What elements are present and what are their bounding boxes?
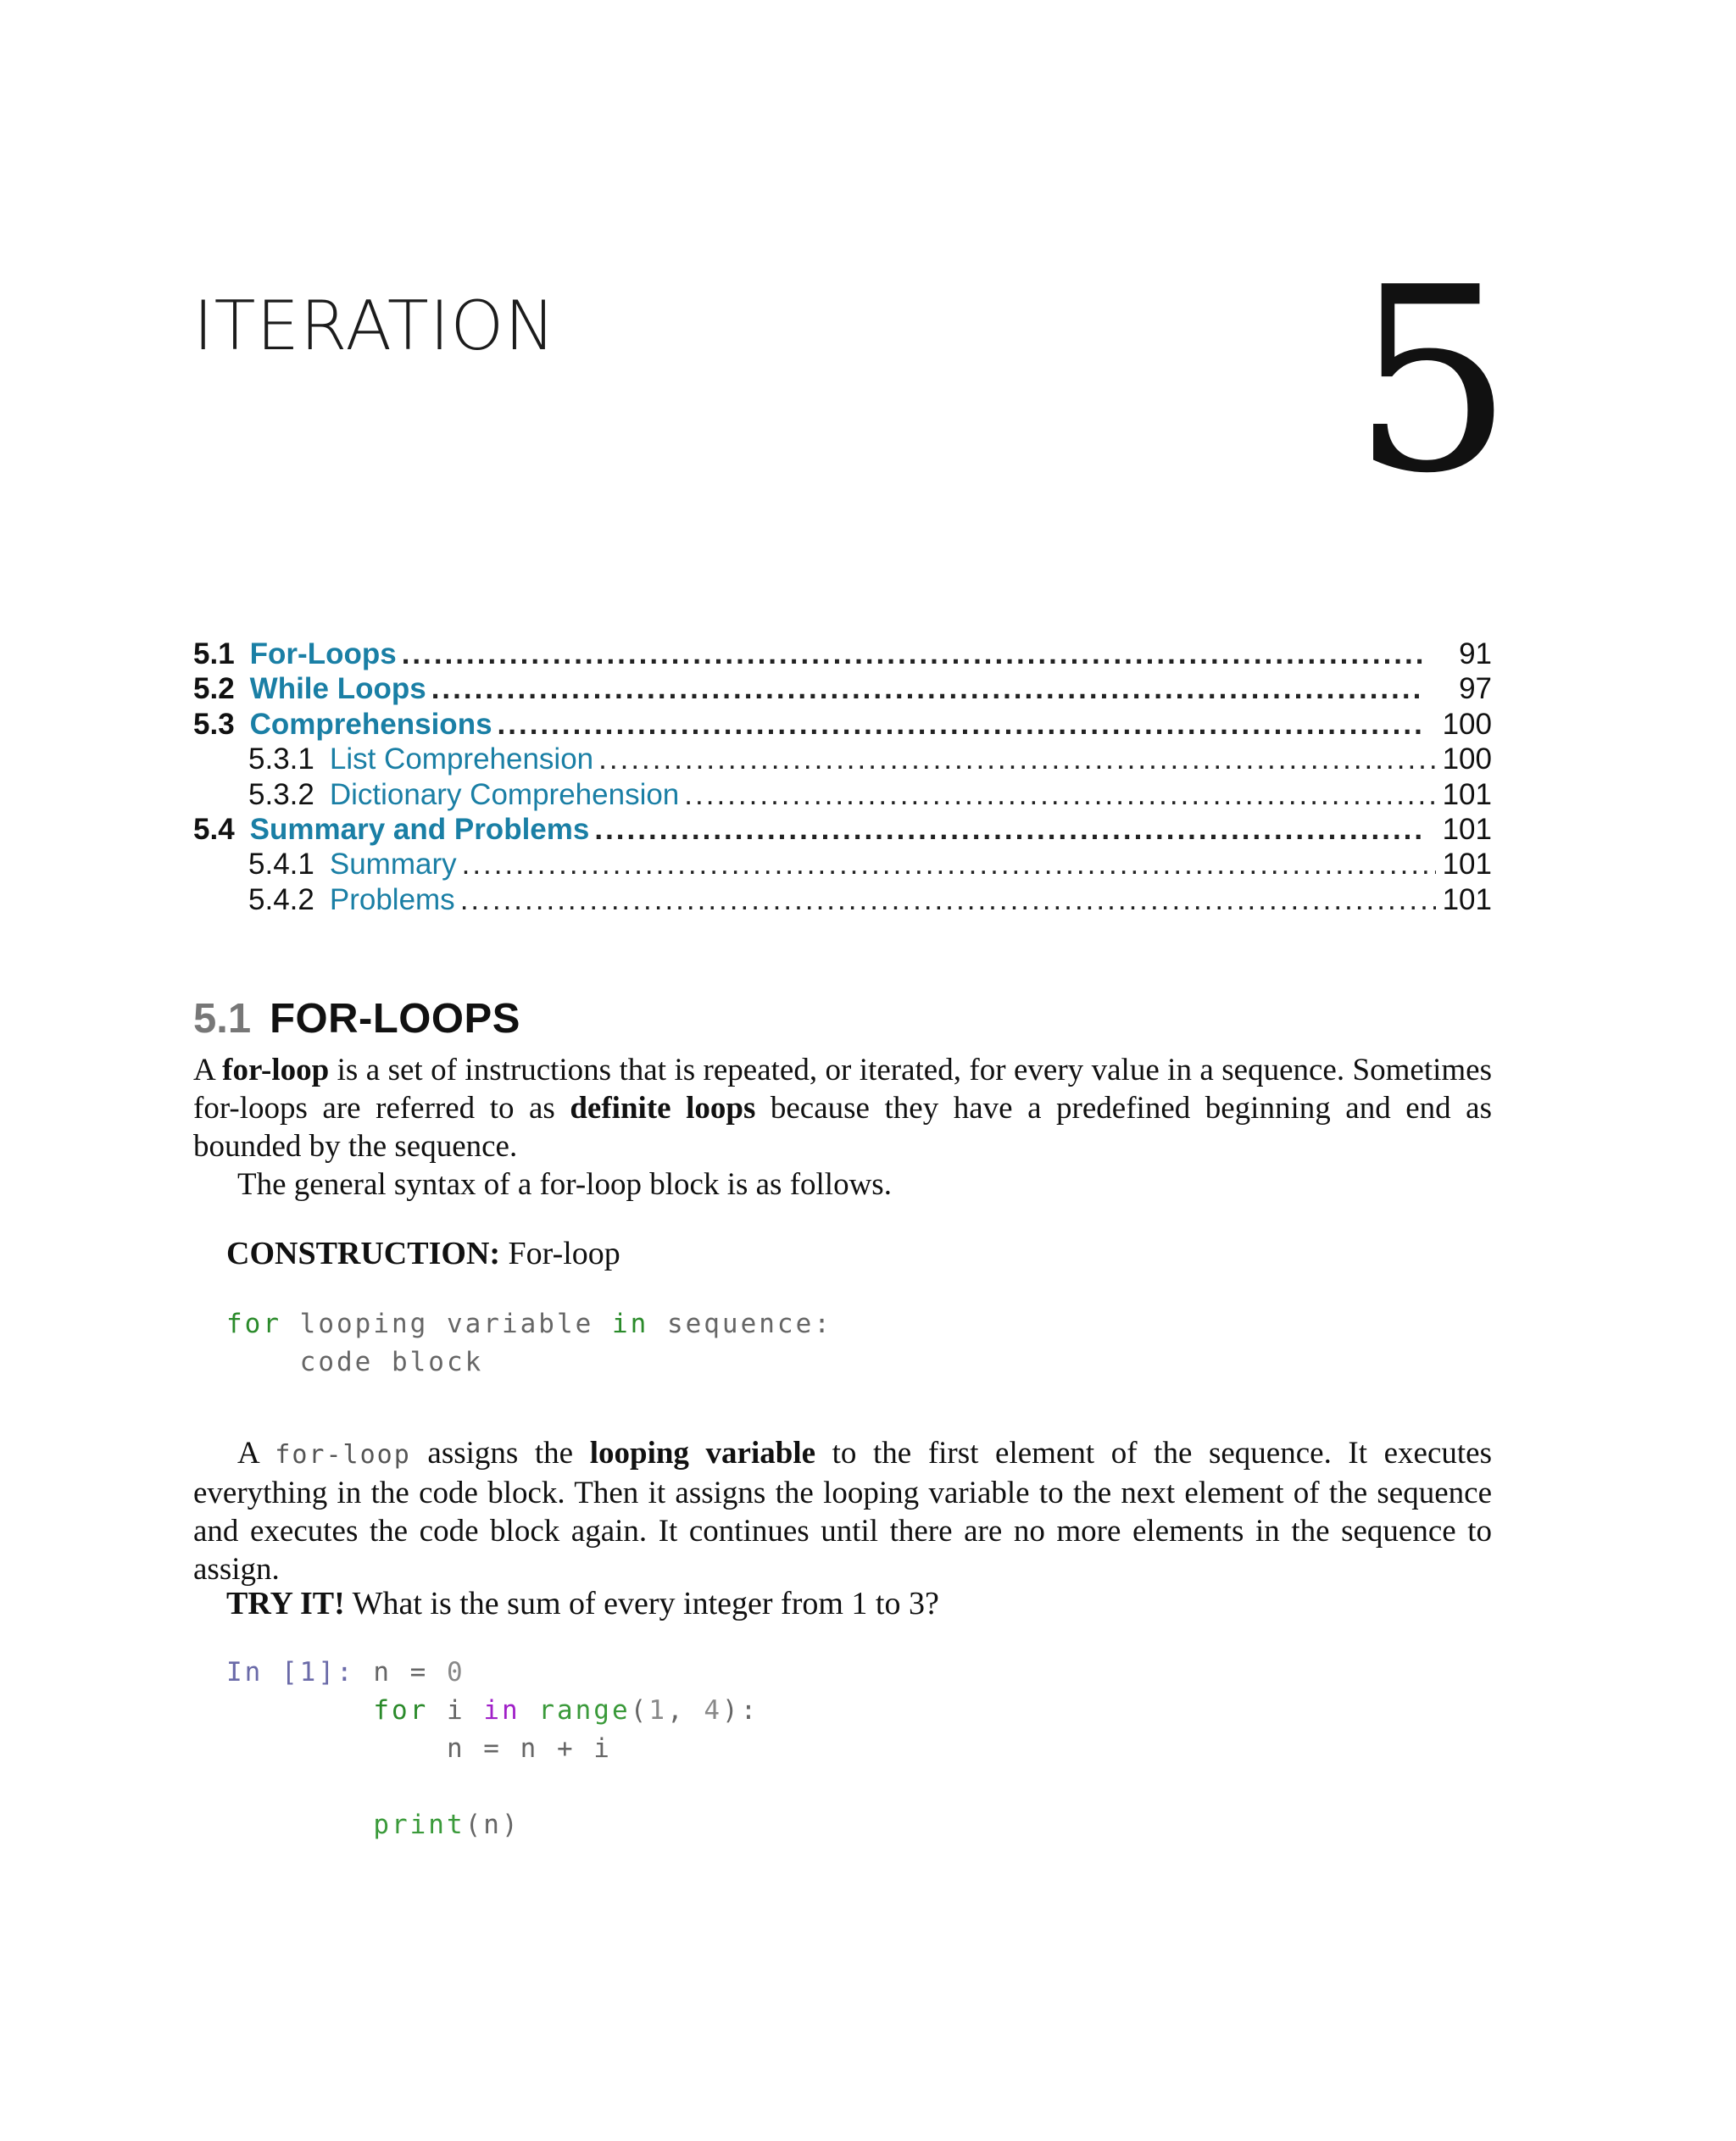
chapter-title: ITERATION — [193, 286, 557, 365]
code-keyword: in — [483, 1695, 520, 1726]
toc-leader-dots — [594, 813, 1424, 847]
toc-entry-page: 100 — [1442, 707, 1492, 741]
code-text: i — [428, 1695, 484, 1726]
try-it-text: What is the sum of every integer from 1 to 3? — [352, 1586, 939, 1621]
text-run: to the first element of the sequence. It executes everything in the code block. Then it assigns the looping variable to the next element of the sequence and executes the code block again. It continues until there are no more elements in the sequence to assign. — [193, 1436, 1492, 1587]
table-of-contents — [193, 637, 1492, 918]
toc-entry-number: 5.2 — [193, 672, 235, 706]
toc-entry-page: 100 — [1442, 742, 1492, 776]
text-run: A — [237, 1436, 275, 1471]
toc-entry-page: 101 — [1442, 812, 1492, 846]
text-run: because they have a predefined beginning and end as bounded by the sequence. — [193, 1091, 1492, 1164]
toc-entry[interactable] — [193, 672, 1492, 707]
toc-leader-dots — [460, 883, 1436, 917]
toc-leader-dots — [462, 848, 1436, 881]
code-text: n = — [354, 1657, 447, 1688]
toc-entry-number: 5.4 — [193, 812, 235, 846]
construction-label-bold: CONSTRUCTION: — [226, 1236, 501, 1271]
toc-entry-page: 101 — [1442, 777, 1492, 811]
construction-label — [226, 1235, 620, 1272]
toc-entry-link[interactable]: Dictionary Comprehension — [329, 777, 680, 811]
code-text: (n) — [465, 1810, 520, 1840]
code-number: 1 — [648, 1695, 667, 1726]
code-number: 4 — [704, 1695, 722, 1726]
toc-entry-link[interactable]: Comprehensions — [249, 707, 492, 741]
toc-leader-dots — [598, 742, 1436, 776]
code-keyword: for — [373, 1695, 429, 1726]
try-it-label — [226, 1585, 939, 1622]
toc-entry-link[interactable]: Summary — [329, 848, 457, 881]
code-text: ): — [721, 1695, 760, 1726]
chapter-number: 5 — [1351, 233, 1514, 529]
toc-entry-number: 5.3.1 — [248, 742, 314, 776]
intro-paragraph — [193, 1051, 1492, 1165]
text-run: A — [193, 1053, 223, 1087]
toc-entry[interactable] — [193, 708, 1492, 742]
syntax-intro-paragraph: The general syntax of a for-loop block is as follows. — [237, 1167, 892, 1202]
toc-entry-number: 5.3 — [193, 707, 235, 741]
toc-entry[interactable] — [193, 848, 1492, 882]
code-prompt: In [1]: — [226, 1657, 355, 1688]
toc-leader-dots — [498, 708, 1424, 742]
construction-label-text: For-loop — [508, 1236, 620, 1271]
text-run: is a set of instructions that is repeated, or iterated, for every value in a sequence. Sometimes for-loops are referred to as — [193, 1053, 1492, 1126]
toc-entry[interactable] — [193, 813, 1492, 848]
code-text: ( — [630, 1695, 649, 1726]
section-heading — [193, 995, 520, 1043]
toc-entry-page: 97 — [1459, 672, 1492, 706]
code-text: sequence: — [648, 1309, 832, 1339]
section-title: FOR-LOOPS — [270, 996, 520, 1042]
code-keyword: for — [226, 1309, 281, 1339]
toc-entry-number: 5.4.1 — [248, 848, 314, 881]
toc-leader-dots — [684, 778, 1436, 812]
toc-leader-dots — [402, 637, 1424, 671]
explain-paragraph — [193, 1434, 1492, 1588]
construction-code-block — [226, 1305, 832, 1382]
code-function: print — [373, 1810, 465, 1840]
code-text: , — [666, 1695, 704, 1726]
example-code-cell — [226, 1654, 759, 1844]
toc-entry-number: 5.3.2 — [248, 777, 314, 811]
code-keyword: in — [611, 1309, 649, 1339]
toc-entry[interactable] — [193, 742, 1492, 777]
code-number: 0 — [446, 1657, 465, 1688]
text-run: assigns the — [410, 1436, 590, 1471]
term-looping-variable: looping variable — [589, 1436, 816, 1471]
section-number: 5.1 — [193, 996, 252, 1042]
try-it-bold: TRY IT! — [226, 1586, 345, 1621]
term-for-loop: for-loop — [222, 1053, 330, 1087]
toc-entry[interactable] — [193, 883, 1492, 918]
code-text: looping variable — [281, 1309, 612, 1339]
toc-entry-page: 101 — [1442, 882, 1492, 916]
toc-entry-number: 5.1 — [193, 637, 235, 670]
inline-code: for-loop — [275, 1440, 411, 1470]
toc-entry-link[interactable]: Summary and Problems — [249, 812, 590, 846]
toc-entry-link[interactable]: Problems — [329, 882, 455, 916]
toc-entry-page: 101 — [1442, 848, 1492, 881]
toc-leader-dots — [431, 672, 1424, 706]
toc-entry-link[interactable]: For-Loops — [249, 637, 397, 670]
code-text — [520, 1695, 539, 1726]
toc-entry-link[interactable]: While Loops — [249, 672, 426, 706]
toc-entry-link[interactable]: List Comprehension — [329, 742, 594, 776]
code-text: code block — [226, 1347, 484, 1377]
toc-entry[interactable] — [193, 637, 1492, 672]
term-definite-loops: definite loops — [570, 1091, 756, 1126]
toc-entry-page: 91 — [1459, 637, 1492, 670]
toc-entry[interactable] — [193, 778, 1492, 813]
code-text: n = n + i — [446, 1733, 612, 1764]
code-function: range — [538, 1695, 631, 1726]
toc-entry-number: 5.4.2 — [248, 882, 314, 916]
